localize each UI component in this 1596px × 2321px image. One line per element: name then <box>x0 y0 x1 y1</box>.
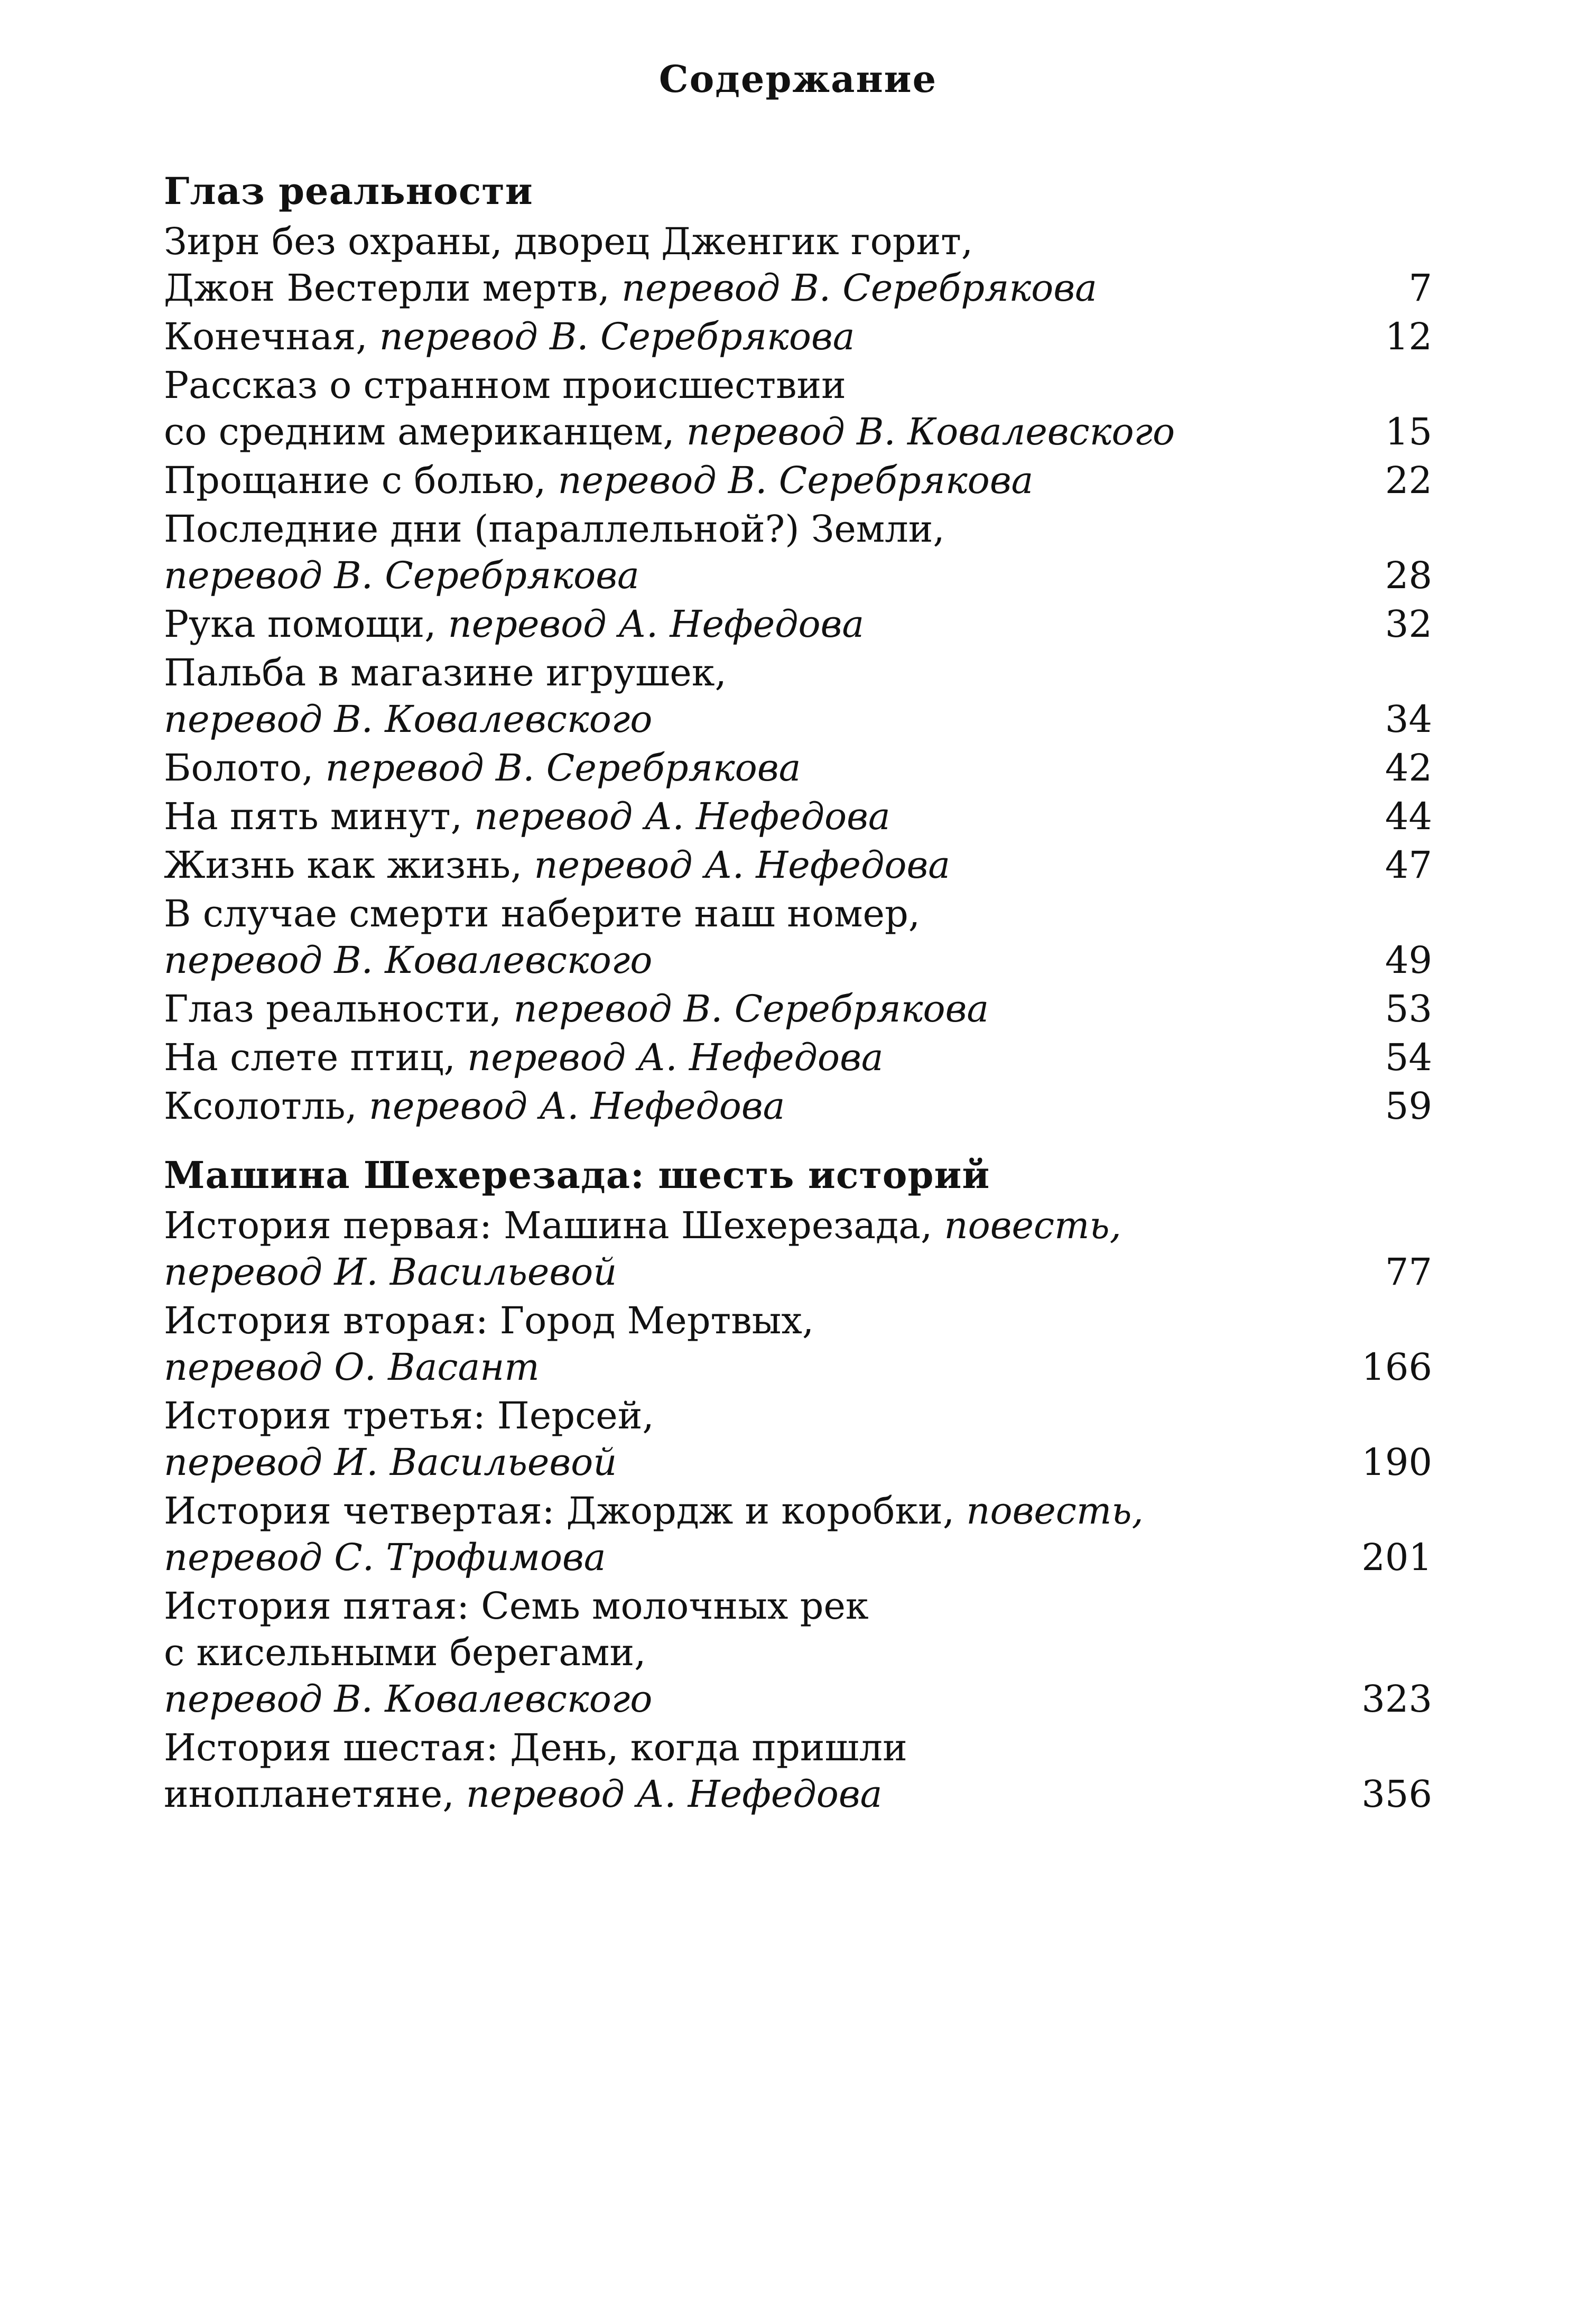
translator-credit: перевод В. Серебрякова <box>513 987 989 1030</box>
translator-credit: перевод В. Серебрякова <box>621 266 1097 310</box>
entry-title <box>164 1724 1326 1817</box>
entry-line <box>164 1083 1305 1129</box>
entry-line-text: История третья: Персей, <box>164 1394 654 1437</box>
entry-line <box>164 1583 1305 1629</box>
entry-line <box>164 1249 1305 1295</box>
toc-entry <box>164 842 1432 888</box>
page-number: 53 <box>1385 987 1432 1030</box>
toc-entry <box>164 793 1432 840</box>
page-number: 59 <box>1385 1084 1432 1128</box>
entry-line <box>164 890 1305 937</box>
entry-line <box>164 362 1305 409</box>
entry-line-text: История шестая: День, когда пришли <box>164 1726 907 1769</box>
entry-line-text: Зирн без охраны, дворец Дженгик горит, <box>164 220 973 263</box>
entry-line <box>164 937 1305 983</box>
translator-credit: перевод А. Нефедова <box>448 602 865 646</box>
translator-credit: перевод А. Нефедова <box>467 1036 884 1079</box>
toc-entry <box>164 362 1432 455</box>
entry-line <box>164 1724 1305 1771</box>
toc-entry <box>164 506 1432 599</box>
entry-line <box>164 986 1305 1032</box>
toc-entry <box>164 1583 1432 1722</box>
toc-entry <box>164 1297 1432 1390</box>
page-number: 32 <box>1385 602 1432 646</box>
entry-line-text: со средним американцем, <box>164 410 675 453</box>
entry-line-text: Ксолотль, <box>164 1084 357 1128</box>
page-number: 42 <box>1385 746 1432 790</box>
entry-title <box>164 457 1326 504</box>
toc-entry <box>164 313 1432 360</box>
entry-line <box>164 649 1305 696</box>
translator-credit: повесть, <box>944 1204 1121 1247</box>
entry-line-text: с кисельными берегами, <box>164 1631 646 1674</box>
entry-line-text: Глаз реальности, <box>164 987 502 1030</box>
entry-line-text: Болото, <box>164 746 314 790</box>
page-number: 22 <box>1385 459 1432 502</box>
entry-line <box>164 1392 1305 1439</box>
toc-entry <box>164 649 1432 742</box>
entry-line-text: На слете птиц, <box>164 1036 456 1079</box>
entry-title <box>164 601 1326 647</box>
toc-entry <box>164 601 1432 647</box>
translator-credit: перевод А. Нефедова <box>474 795 890 838</box>
page-number: 7 <box>1408 266 1432 310</box>
entry-title <box>164 986 1326 1032</box>
toc-entry <box>164 457 1432 504</box>
translator-credit: перевод В. Серебрякова <box>558 459 1034 502</box>
entry-line-text: Пальба в магазине игрушек, <box>164 651 727 694</box>
entry-title <box>164 1488 1326 1581</box>
toc-entry <box>164 1392 1432 1486</box>
entry-title <box>164 890 1326 983</box>
entry-line <box>164 409 1305 455</box>
page-number: 34 <box>1385 698 1432 741</box>
entry-line-text: В случае смерти наберите наш номер, <box>164 892 921 935</box>
toc-entry <box>164 1083 1432 1129</box>
entry-title <box>164 1034 1326 1081</box>
entry-title <box>164 1583 1326 1722</box>
entry-line <box>164 696 1305 742</box>
page-number: 190 <box>1361 1441 1432 1484</box>
translator-credit: перевод В. Серебрякова <box>379 315 855 358</box>
translator-credit: перевод В. Ковалевского <box>164 939 653 982</box>
translator-credit: перевод В. Ковалевского <box>164 1677 653 1721</box>
entry-title <box>164 1392 1326 1486</box>
entry-title <box>164 842 1326 888</box>
entry-line-text: Прощание с болью, <box>164 459 546 502</box>
entry-line <box>164 601 1305 647</box>
toc-entry <box>164 986 1432 1032</box>
entry-line-text: История вторая: Город Мертвых, <box>164 1299 814 1342</box>
page-number: 28 <box>1385 554 1432 597</box>
translator-credit: перевод И. Васильевой <box>164 1441 617 1484</box>
entry-line-text: Последние дни (параллельной?) Земли, <box>164 507 945 551</box>
entry-line <box>164 1676 1305 1722</box>
translator-credit: перевод С. Трофимова <box>164 1536 606 1579</box>
page-number: 49 <box>1385 939 1432 982</box>
entry-line <box>164 842 1305 888</box>
entry-title <box>164 1297 1326 1390</box>
translator-credit: перевод В. Ковалевского <box>686 410 1175 453</box>
section-title: Машина Шехерезада: шесть историй <box>164 1153 990 1197</box>
entry-line <box>164 1297 1305 1344</box>
entry-line <box>164 1344 1305 1390</box>
toc-entry <box>164 1724 1432 1817</box>
entry-line-text: История первая: Машина Шехерезада, <box>164 1204 933 1247</box>
entry-title <box>164 506 1326 599</box>
entry-line <box>164 1771 1305 1817</box>
entry-line <box>164 313 1305 360</box>
toc-entry <box>164 745 1432 791</box>
entry-line-text: Джон Вестерли мертв, <box>164 266 610 310</box>
translator-credit: перевод А. Нефедова <box>534 843 950 887</box>
page-number: 12 <box>1385 315 1432 358</box>
entry-title <box>164 649 1326 742</box>
page-number: 323 <box>1361 1677 1432 1721</box>
page-title: Содержание <box>658 57 938 101</box>
entry-title <box>164 793 1326 840</box>
entry-title <box>164 362 1326 455</box>
page-number: 77 <box>1385 1250 1432 1294</box>
entry-line <box>164 1439 1305 1486</box>
toc-section <box>164 1150 1432 1817</box>
page-number: 166 <box>1361 1345 1432 1389</box>
entry-line-text: инопланетяне, <box>164 1772 454 1816</box>
toc-entry <box>164 890 1432 983</box>
entry-line <box>164 457 1305 504</box>
translator-credit: перевод А. Нефедова <box>368 1084 785 1128</box>
translator-credit: перевод А. Нефедова <box>466 1772 883 1816</box>
toc-entry <box>164 218 1432 311</box>
translator-credit: перевод В. Серебрякова <box>325 746 801 790</box>
page-number: 201 <box>1361 1536 1432 1579</box>
entry-line <box>164 218 1305 265</box>
entry-line-text: История пятая: Семь молочных рек <box>164 1584 869 1628</box>
page-number: 47 <box>1385 843 1432 887</box>
entry-line-text: Рука помощи, <box>164 602 437 646</box>
translator-credit: повесть, <box>966 1489 1144 1533</box>
page-number: 356 <box>1361 1772 1432 1816</box>
entry-line <box>164 506 1305 552</box>
entry-line <box>164 265 1305 311</box>
entry-line <box>164 552 1305 599</box>
entry-line <box>164 1534 1305 1581</box>
page-number: 54 <box>1385 1036 1432 1079</box>
entry-line-text: История четвертая: Джордж и коробки, <box>164 1489 955 1533</box>
entry-line-text: Рассказ о странном происшествии <box>164 364 846 407</box>
translator-credit: перевод В. Серебрякова <box>164 554 639 597</box>
entry-title <box>164 1202 1326 1295</box>
toc-entry <box>164 1488 1432 1581</box>
page-number: 15 <box>1385 410 1432 453</box>
entry-line-text: Конечная, <box>164 315 368 358</box>
translator-credit: перевод И. Васильевой <box>164 1250 617 1294</box>
entry-line <box>164 1034 1305 1081</box>
entry-line-text: Жизнь как жизнь, <box>164 843 523 887</box>
page-number: 44 <box>1385 795 1432 838</box>
entry-line <box>164 1629 1305 1676</box>
entry-line-text: На пять минут, <box>164 795 462 838</box>
section-title: Глаз реальности <box>164 169 533 213</box>
toc-section <box>164 166 1432 1129</box>
translator-credit: перевод О. Васант <box>164 1345 540 1389</box>
entry-line <box>164 1488 1305 1534</box>
entry-line <box>164 1202 1305 1249</box>
toc-entry <box>164 1034 1432 1081</box>
entry-title <box>164 1083 1326 1129</box>
entry-title <box>164 745 1326 791</box>
entry-line <box>164 745 1305 791</box>
entry-title <box>164 313 1326 360</box>
entry-title <box>164 218 1326 311</box>
toc-entry <box>164 1202 1432 1295</box>
entry-line <box>164 793 1305 840</box>
translator-credit: перевод В. Ковалевского <box>164 698 653 741</box>
table-of-contents <box>164 166 1432 1817</box>
